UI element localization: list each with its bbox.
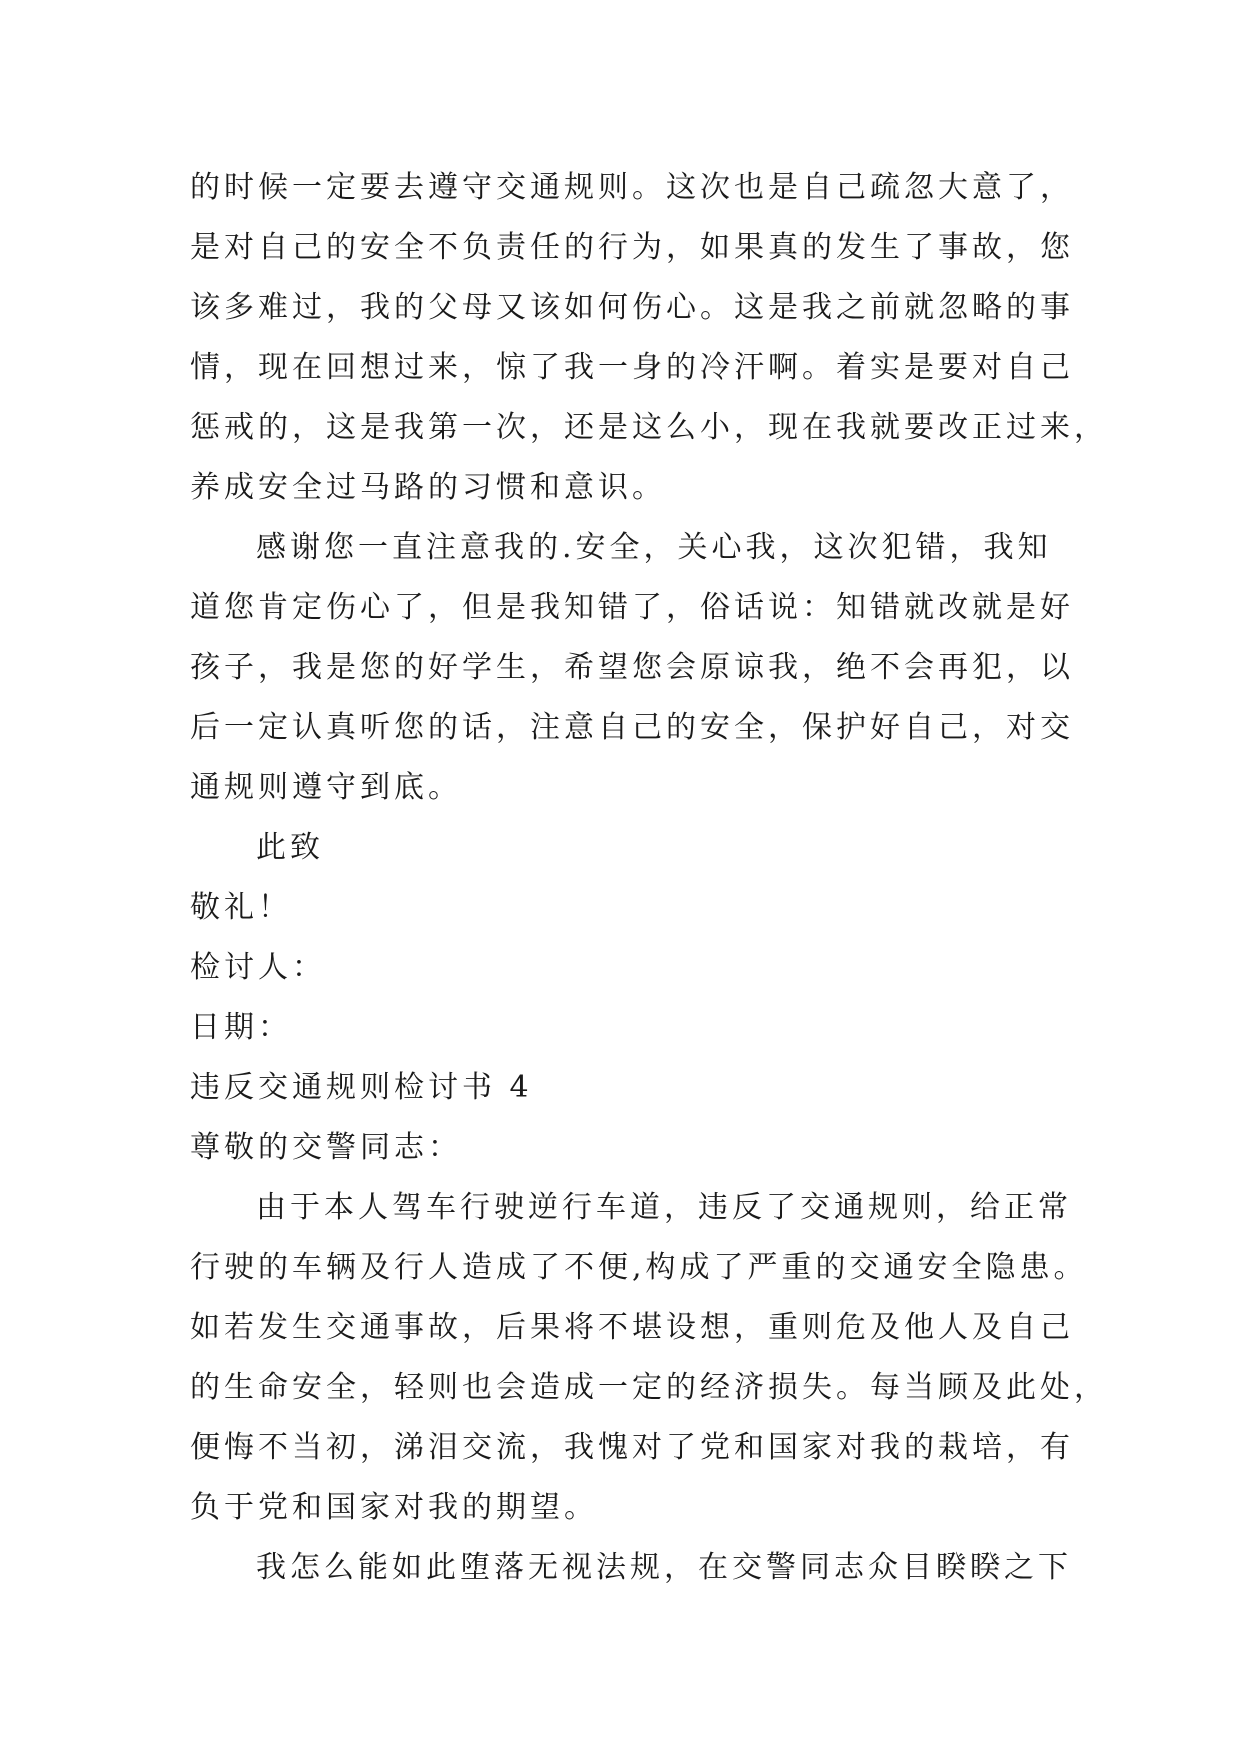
salute: 敬礼！ [190, 890, 292, 925]
text-line: 负于党和国家对我的期望。 [190, 1490, 598, 1525]
paragraph-section-1 [190, 1178, 1108, 1538]
text-line: 情，现在回想过来，惊了我一身的冷汗啊。着实是要对自己 [190, 350, 1074, 385]
signer-label: 检讨人： [190, 950, 326, 985]
text-line: 行驶的车辆及行人造成了不便,构成了严重的交通安全隐患。 [190, 1250, 1088, 1285]
text-line: 惩戒的，这是我第一次，还是这么小，现在我就要改正过来， [190, 410, 1108, 445]
text-line: 养成安全过马路的习惯和意识。 [190, 470, 666, 505]
text-line: 是对自己的安全不负责任的行为，如果真的发生了事故，您 [190, 230, 1074, 265]
paragraph-section-2 [190, 1538, 1070, 1598]
text-line: 孩子，我是您的好学生，希望您会原谅我，绝不会再犯，以 [190, 650, 1074, 685]
text-line: 如若发生交通事故，后果将不堪设想，重则危及他人及自己 [190, 1310, 1074, 1345]
text-line: 该多难过，我的父母又该如何伤心。这是我之前就忽略的事 [190, 290, 1074, 325]
closing-greeting: 此致 [256, 830, 324, 865]
paragraph-letter-1 [190, 158, 1108, 518]
text-line: 的生命安全，轻则也会造成一定的经济损失。每当顾及此处， [190, 1370, 1108, 1405]
text-line: 便悔不当初，涕泪交流，我愧对了党和国家对我的栽培，有 [190, 1430, 1074, 1465]
salutation: 尊敬的交警同志： [190, 1130, 462, 1165]
text-line: 由于本人驾车行驶逆行车道，违反了交通规则，给正常 [256, 1190, 1072, 1225]
date-label: 日期： [190, 1010, 292, 1045]
text-line: 道您肯定伤心了，但是我知错了，俗话说：知错就改就是好 [190, 590, 1074, 625]
text-line: 后一定认真听您的话，注意自己的安全，保护好自己，对交 [190, 710, 1074, 745]
paragraph-letter-2 [190, 518, 1074, 818]
document-body [190, 158, 1108, 1598]
text-line: 的时候一定要去遵守交通规则。这次也是自己疏忽大意了， [190, 170, 1074, 205]
text-line: 通规则遵守到底。 [190, 770, 462, 805]
section-title: 违反交通规则检讨书 4 [190, 1070, 533, 1105]
text-line: 感谢您一直注意我的.安全，关心我，这次犯错，我知 [256, 530, 1052, 565]
text-line: 我怎么能如此堕落无视法规，在交警同志众目睽睽之下 [256, 1550, 1072, 1585]
